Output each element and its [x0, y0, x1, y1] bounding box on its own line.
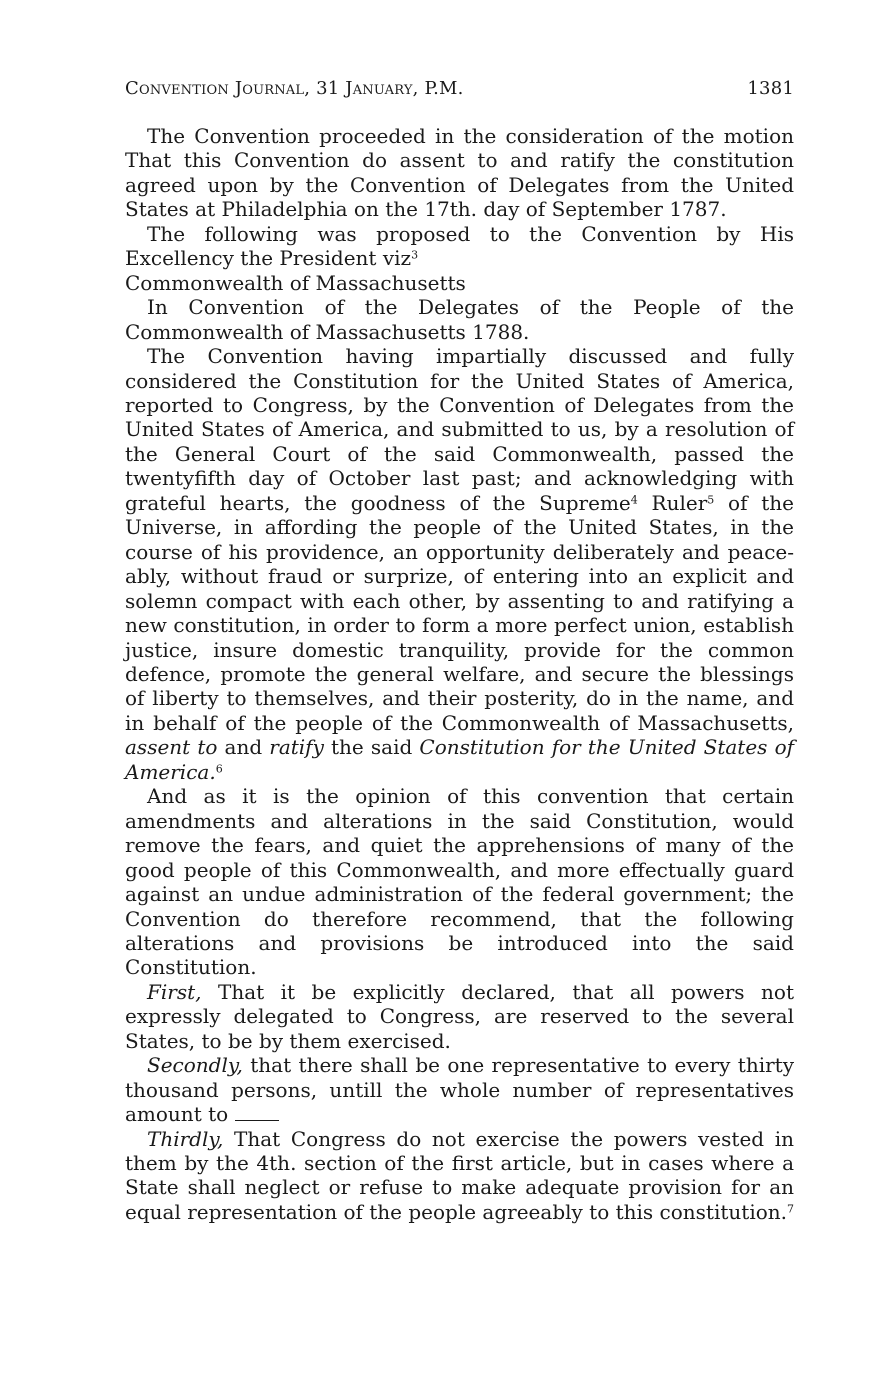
page-number: 1381 — [747, 78, 794, 99]
convention-heading-text: In Convention of the Delegates of the People of the Commonwealth of Massachusetts 1788. — [125, 295, 794, 344]
ratification-text-2: Ruler — [637, 490, 708, 515]
first-text: That it be explicitly declared, that all powers not expressly delegated to Congress, are reserved to the several States, to be by them exercised. — [125, 979, 794, 1053]
paragraph-motion — [125, 124, 794, 222]
paragraph-first — [125, 980, 794, 1053]
footnote-ref-4: 4 — [630, 493, 638, 507]
secondly-text: that there shall be one representative to every thirty thousand persons, untill the whole number of representatives amount to — [125, 1053, 794, 1127]
thirdly-text: That Congress do not exercise the powers vested in them by the 4th. section of the first article, but in cases where a State shall neglect or refuse to make adequate provision for an equal representation of the people agreeably to this constitution. — [125, 1126, 794, 1224]
ratification-italic-constitution: Constitution for the United States of America. — [125, 735, 795, 784]
first-lead: First, — [147, 979, 202, 1004]
body-text — [125, 124, 794, 1224]
running-head-title: Convention Journal, 31 January, P.M. — [125, 78, 464, 99]
ratification-text-1: The Convention having impartially discussed and fully considered the Constitution for the United States of America, reported to Congress, by the Convention of Delegates from the United States of America, and submitted to us, by a resolution of the General Court of the said Commonwealth, passed the twentyfifth day of October last past; and acknowledging with grateful hearts, the goodness of the Supreme — [125, 344, 794, 515]
footnote-ref-7: 7 — [787, 1202, 794, 1216]
paragraph-motion-text: The Convention proceeded in the consideration of the motion That this Convention do assent to and ratify the constitution agreed upon by the Convention of Delegates from the United States at Philadelphia on the 17th. day of September 1787. — [125, 124, 794, 222]
ratification-text-4: and — [217, 735, 270, 760]
ratification-italic-assent: assent to — [125, 735, 218, 760]
blank-line — [235, 1106, 279, 1121]
ratification-text-5: the said — [323, 735, 420, 760]
commonwealth-heading-text: Commonwealth of Massachusetts — [125, 270, 466, 295]
ratification-italic-ratify: ratify — [269, 735, 324, 760]
paragraph-thirdly — [125, 1127, 794, 1225]
footnote-ref-3: 3 — [411, 248, 419, 262]
ratification-text-3: of the Universe, in affording the people of the United States, in the course of his providence, an opportunity deliberately and peaceably, without fraud or surprize, of entering into an explicit and solemn compact with each other, by assenting to and ratifying a new constitution, in order to form a more perfect union, establish justice, insure domestic tranquility, provide for the common defence, promote the general welfare, and secure the blessings of liberty to themselves, and their posterity, do in the name, and in behalf of the people of the Commonwealth of Massachusetts, — [125, 490, 794, 735]
amendments-text: And as it is the opinion of this convention that certain amendments and alterations in the said Constitution, would remove the fears, and quiet the apprehensions of many of the good people of this Commonwealth, and more effectually guard against an undue administration of the federal government; the Convention do therefore recommend, that the following alterations and provisions be introduced into the said Constitution. — [125, 784, 794, 980]
running-head — [125, 76, 794, 102]
paragraph-proposal-text: The following was proposed to the Convention by His Excellency the President viz — [125, 221, 794, 271]
secondly-lead: Secondly, — [147, 1053, 243, 1078]
footnote-ref-5: 5 — [707, 493, 715, 507]
paragraph-commonwealth-heading — [125, 271, 794, 295]
thirdly-lead: Thirdly, — [147, 1126, 224, 1151]
paragraph-amendments — [125, 784, 794, 980]
paragraph-convention-heading — [125, 295, 794, 344]
footnote-ref-6: 6 — [215, 762, 223, 776]
paragraph-ratification — [125, 344, 794, 784]
paragraph-proposal — [125, 222, 794, 271]
paragraph-secondly — [125, 1053, 794, 1126]
